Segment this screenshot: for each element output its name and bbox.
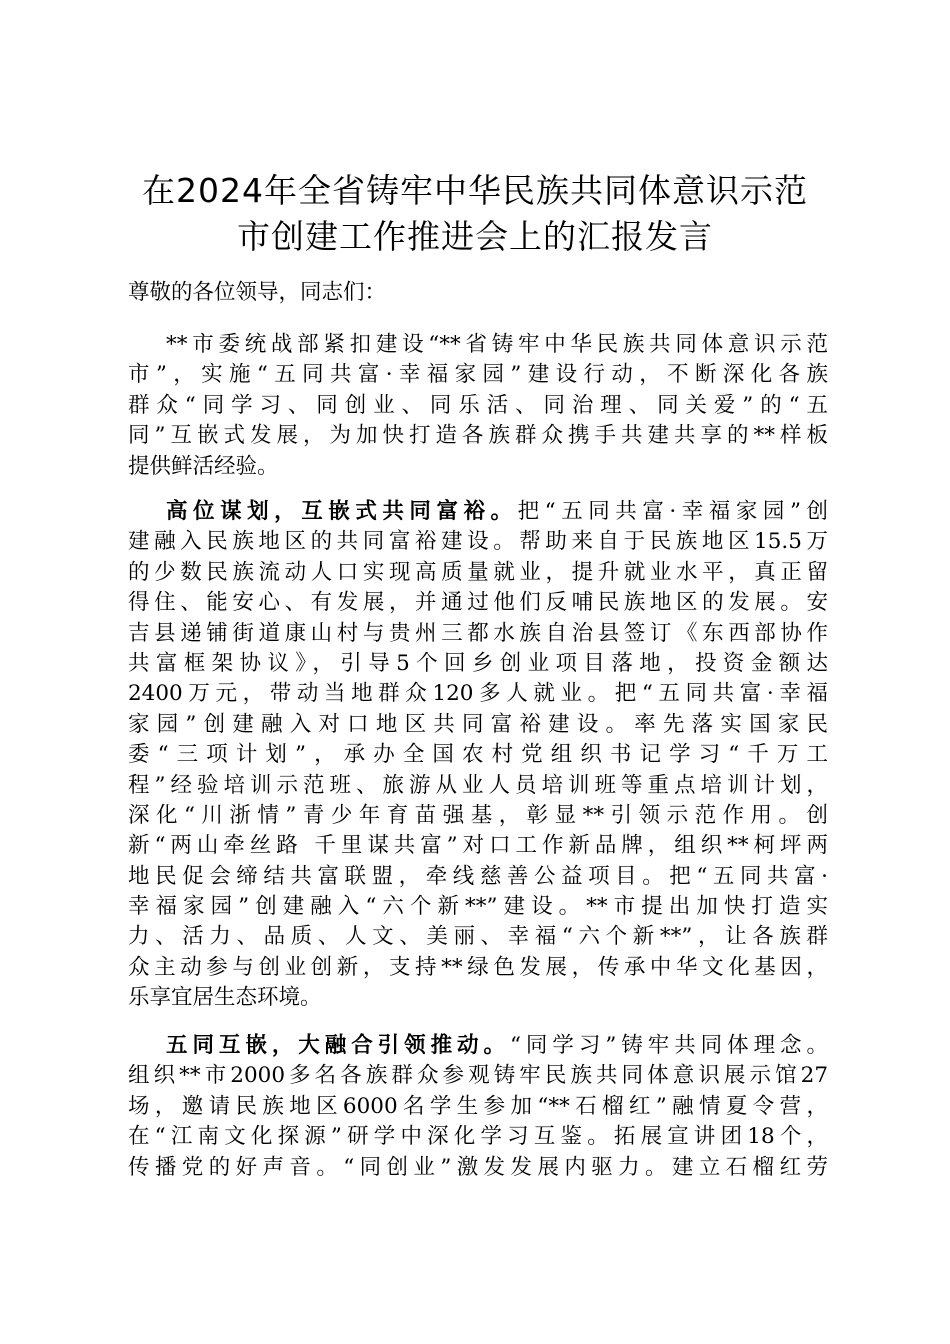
paragraph-line: 新“两山牵丝路 千里谋共富”对口工作新品牌，组织**柯坪两 (128, 833, 828, 859)
paragraph-line: 同”互嵌式发展，为加快打造各族群众携手共建共享的**样板 (128, 423, 828, 449)
paragraph-line: 深化“川浙情”青少年育苗强基，彰显**引领示范作用。创 (128, 802, 828, 828)
paragraph-line: 场，邀请民族地区6000名学生参加“**石榴红”融情夏令营， (128, 1093, 828, 1119)
salutation: 尊敬的各位领导，同志们： (128, 280, 387, 305)
paragraph-line: 力、活力、品质、人文、美丽、幸福“六个新**”，让各族群 (128, 924, 828, 950)
paragraph-line: 市”，实施“五同共富·幸福家园”建设行动，不断深化各族 (128, 362, 828, 388)
paragraph-line: 组织**市2000多名各族群众参观铸牢民族共同体意识展示馆27 (128, 1063, 828, 1089)
paragraph-first-line (128, 497, 828, 527)
paragraph-line: 众主动参与创业创新，支持**绿色发展，传承中华文化基因， (128, 954, 828, 980)
paragraph-line: 得住、能安心、有发展，并通过他们反哺民族地区的发展。安 (128, 590, 828, 616)
paragraph-line: 提供鲜活经验。 (128, 453, 279, 479)
paragraph-line: 地民促会缔结共富联盟，牵线慈善公益项目。把“五同共富· (128, 863, 828, 889)
paragraph-line: 家园”创建融入对口地区共同富裕建设。率先落实国家民 (128, 711, 828, 737)
paragraph-lead-heading: 高位谋划，互嵌式共同富裕。 (166, 499, 518, 524)
title-line-1: 在2024年全省铸牢中华民族共同体意识示范 (142, 171, 808, 210)
paragraph-line: 2400万元，带动当地群众120多人就业。把“五同共富·幸福 (128, 681, 828, 707)
paragraph-line: 在“江南文化探源”研学中深化学习互鉴。拓展宣讲团18个， (128, 1124, 828, 1150)
paragraph-line: **市委统战部紧扣建设“**省铸牢中华民族共同体意识示范 (166, 332, 828, 357)
paragraph-line: 建融入民族地区的共同富裕建设。帮助来自于民族地区15.5万 (128, 529, 828, 555)
paragraph-line: 乐享宜居生态环境。 (128, 985, 322, 1011)
paragraph-line: 委“三项计划”，承办全国农村党组织书记学习“千万工 (128, 742, 828, 768)
paragraph-line: 传播党的好声音。“同创业”激发发展内驱力。建立石榴红劳 (128, 1154, 828, 1180)
paragraph-line: 共富框架协议》，引导5个回乡创业项目落地，投资金额达 (128, 650, 828, 676)
paragraph-intro (128, 330, 828, 482)
paragraph-lead-heading: 五同互嵌，大融合引领推动。 (166, 1033, 510, 1058)
paragraph-line: 吉县递铺街道康山村与贵州三都水族自治县签订《东西部协作 (128, 620, 828, 646)
paragraph-first-line (128, 1031, 828, 1061)
document-title (120, 168, 830, 260)
paragraph-first-line-text: 把“五同共富·幸福家园”创 (517, 499, 828, 524)
paragraph-planning (128, 497, 828, 1014)
paragraph-line: 程”经验培训示范班、旅游从业人员培训班等重点培训计划， (128, 772, 828, 798)
title-line-2: 市创建工作推进会上的汇报发言 (237, 217, 713, 256)
paragraph-first-line-text: “同学习”铸牢共同体理念。 (509, 1033, 828, 1058)
paragraph-line: 的少数民族流动人口实现高质量就业，提升就业水平，真正留 (128, 559, 828, 585)
paragraph-line: 群众“同学习、同创业、同乐活、同治理、同关爱”的“五 (128, 392, 828, 418)
paragraph-integration (128, 1031, 828, 1183)
paragraph-line: 幸福家园”创建融入“六个新**”建设。**市提出加快打造实 (128, 894, 828, 920)
